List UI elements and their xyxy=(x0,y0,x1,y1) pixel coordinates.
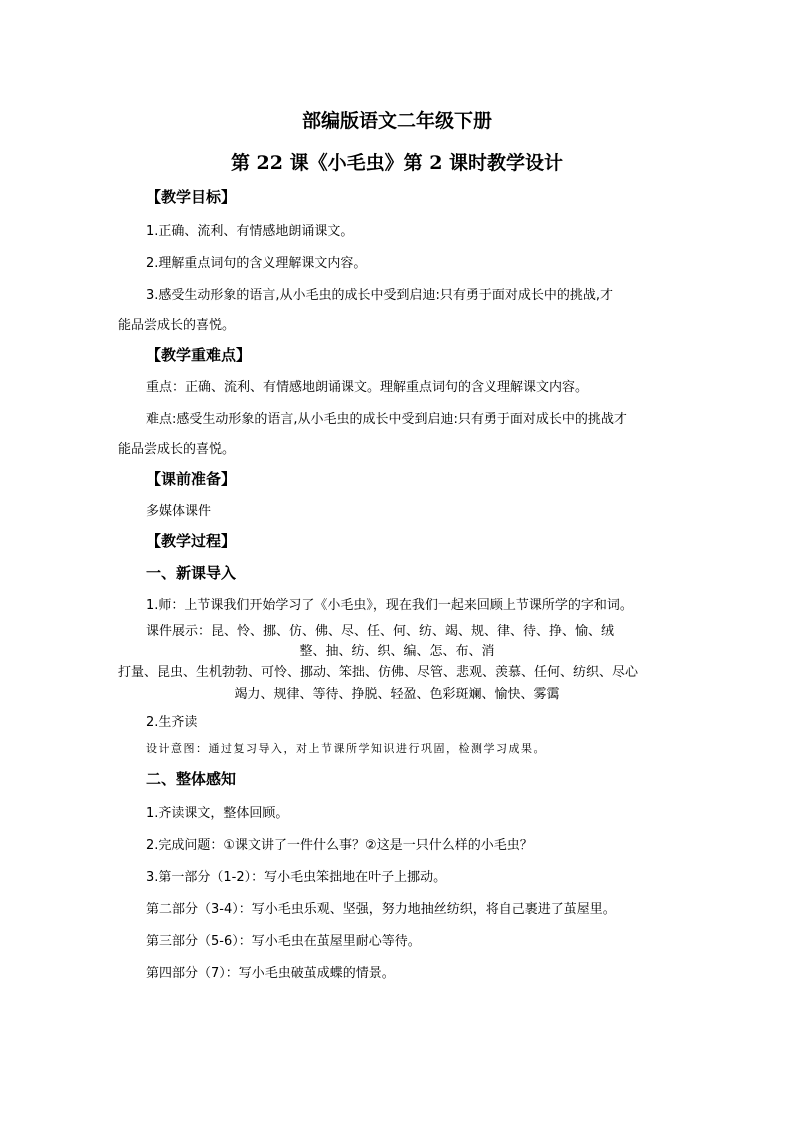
goal-item: 能品尝成长的喜悦。 xyxy=(118,318,236,333)
section1-chars-cont: 整、抽、纺、织、编、怎、布、消 xyxy=(299,644,495,659)
section2-line: 3.第一部分（1-2）：写小毛虫笨拙地在叶子上挪动。 xyxy=(146,870,447,885)
heading-goals: 【教学目标】 xyxy=(146,188,237,206)
goal-item: 1.正确、流利、有情感地朗诵课文。 xyxy=(146,224,354,239)
heading-prep: 【课前准备】 xyxy=(146,470,237,488)
section1-words-cont: 竭力、规律、等待、挣脱、轻盈、色彩斑斓、愉快、雾霭 xyxy=(234,687,560,702)
document-title: 部编版语文二年级下册 xyxy=(301,110,492,132)
section2-line: 第四部分（7）：写小毛虫破茧成蝶的情景。 xyxy=(146,966,395,981)
section2-line: 1.齐读课文，整体回顾。 xyxy=(146,806,289,821)
section2-line: 2.完成问题：①课文讲了一件什么事？②这是一只什么样的小毛虫？ xyxy=(146,838,533,853)
section1-words: 打量、昆虫、生机勃勃、可怜、挪动、笨拙、仿佛、尽管、悲观、羡慕、任何、纺织、尽心 xyxy=(118,665,639,680)
design-intent-note: 设计意图：通过复习导入，对上节课所学知识进行巩固，检测学习成果。 xyxy=(146,742,546,755)
prep-text: 多媒体课件 xyxy=(146,504,212,519)
section2-line: 第二部分（3-4）：写小毛虫乐观、坚强，努力地抽丝纺织，将自己裹进了茧屋里。 xyxy=(146,902,616,917)
goal-item: 2.理解重点词句的含义理解课文内容。 xyxy=(146,256,367,271)
heading-section-1: 一、新课导入 xyxy=(146,564,237,582)
heading-key-points: 【教学重难点】 xyxy=(146,346,252,364)
key-point-difficult-cont: 能品尝成长的喜悦。 xyxy=(118,442,236,457)
heading-process: 【教学过程】 xyxy=(146,532,237,550)
key-point-important: 重点：正确、流利、有情感地朗诵课文。理解重点词句的含义理解课文内容。 xyxy=(146,380,589,395)
key-point-difficult: 难点:感受生动形象的语言,从小毛虫的成长中受到启迪:只有勇于面对成长中的挑战才 xyxy=(146,412,627,427)
section1-line: 1.师：上节课我们开始学习了《小毛虫》，现在我们一起来回顾上节课所学的字和词。 xyxy=(146,598,633,613)
section1-chars: 课件展示：昆、怜、挪、仿、佛、尽、任、何、纺、竭、规、律、待、挣、愉、绒 xyxy=(146,624,615,639)
document-subtitle: 第 22 课《小毛虫》第 2 课时教学设计 xyxy=(230,152,564,174)
goal-item: 3.感受生动形象的语言,从小毛虫的成长中受到启迪:只有勇于面对成长中的挑战,才 xyxy=(146,288,614,303)
heading-section-2: 二、整体感知 xyxy=(146,770,237,788)
section2-line: 第三部分（5-6）：写小毛虫在茧屋里耐心等待。 xyxy=(146,934,421,949)
section1-line: 2.生齐读 xyxy=(146,715,198,730)
